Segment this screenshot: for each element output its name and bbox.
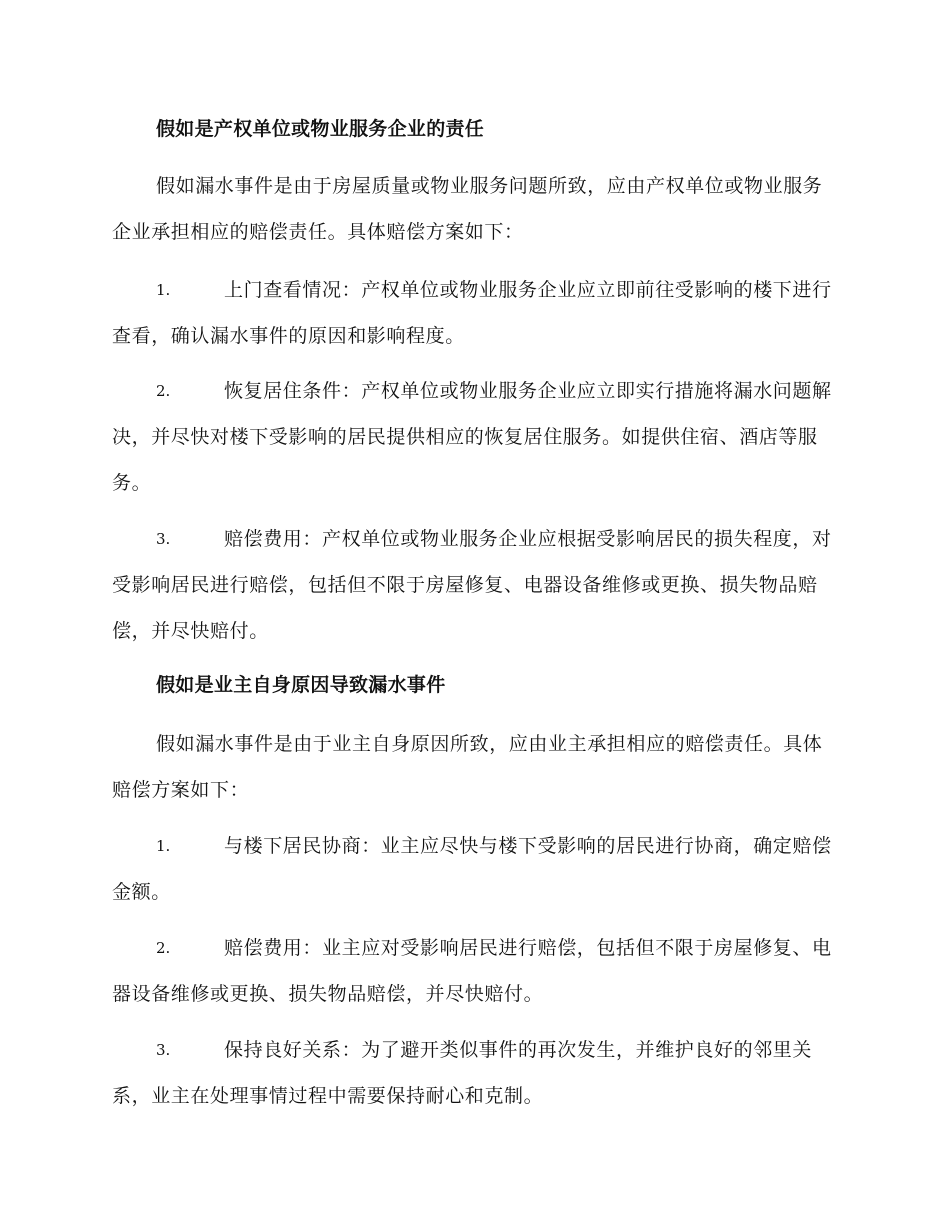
section-intro: 假如漏水事件是由于房屋质量或物业服务问题所致，应由产权单位或物业服务企业承担相应的赔偿责任。具体赔偿方案如下： <box>112 175 823 243</box>
list-item-number: 2. <box>156 939 171 957</box>
list-item-number: 1. <box>156 837 171 855</box>
list-item-text: 赔偿费用：业主应对受影响居民进行赔偿，包括但不限于房屋修复、电器设备维修或更换、损失物品赔偿，并尽快赔付。 <box>112 937 832 1005</box>
list-item-text: 上门查看情况：产权单位或物业服务企业应立即前往受影响的楼下进行查看，确认漏水事件的原因和影响程度。 <box>112 279 832 347</box>
list-item-number: 1. <box>156 281 171 299</box>
list-item <box>112 368 836 506</box>
list-item-text: 保持良好关系：为了避开类似事件的再次发生，并维护良好的邻里关系，业主在处理事情过程中需要保持耐心和克制。 <box>112 1039 813 1107</box>
list-item-text: 与楼下居民协商：业主应尽快与楼下受影响的居民进行协商，确定赔偿金额。 <box>112 835 832 903</box>
list-item <box>112 925 836 1017</box>
section-intro: 假如漏水事件是由于业主自身原因所致，应由业主承担相应的赔偿责任。具体赔偿方案如下： <box>112 733 823 801</box>
list-item <box>112 516 836 654</box>
list-item <box>112 1027 836 1119</box>
list-item-number: 3. <box>156 530 171 548</box>
list-item-text: 赔偿费用：产权单位或物业服务企业应根据受影响居民的损失程度，对受影响居民进行赔偿，包括但不限于房屋修复、电器设备维修或更换、损失物品赔偿，并尽快赔付。 <box>112 528 832 642</box>
list-item <box>112 267 836 359</box>
section-heading: 假如是产权单位或物业服务企业的责任 <box>156 118 485 140</box>
list-item-text: 恢复居住条件：产权单位或物业服务企业应立即实行措施将漏水问题解决，并尽快对楼下受影响的居民提供相应的恢复居住服务。如提供住宿、酒店等服务。 <box>112 380 832 494</box>
list-item <box>112 823 836 915</box>
section-heading: 假如是业主自身原因导致漏水事件 <box>156 674 446 696</box>
list-item-number: 3. <box>156 1041 171 1059</box>
list-item-number: 2. <box>156 382 171 400</box>
